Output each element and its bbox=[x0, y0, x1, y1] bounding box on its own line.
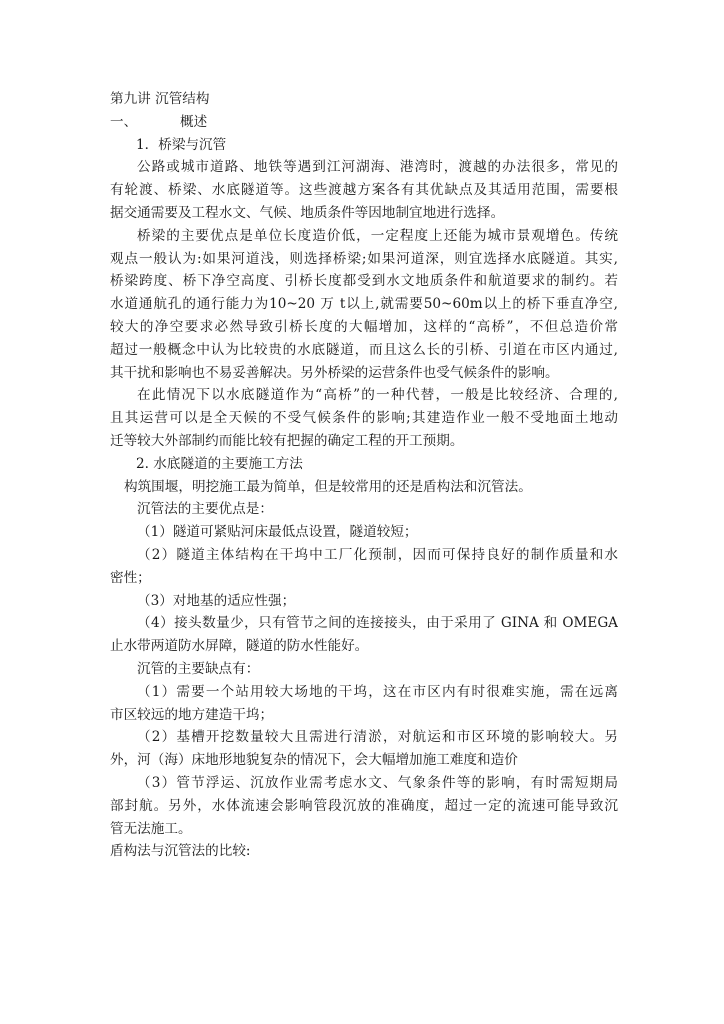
section-label: 概述 bbox=[180, 113, 208, 130]
advantage-item: （1）隧道可紧贴河床最低点设置，隧道较短； bbox=[137, 524, 418, 541]
advantages-title: 沉管法的主要优点是： bbox=[137, 501, 273, 518]
subheading-construction-methods: 2. 水底隧道的主要施工方法 bbox=[136, 455, 303, 472]
advantage-item: （3）对地基的适应性强； bbox=[137, 592, 296, 609]
paragraph-line: 公路或城市道路、地铁等遇到江河湖海、港湾时，渡越的办法很多，常见的 bbox=[137, 159, 618, 176]
advantage-item-cont: 止水带两道防水屏障，隧道的防水性能好。 bbox=[110, 638, 369, 655]
paragraph-line: 其干扰和影响也不易妥善解决。另外桥梁的运营条件也受气候条件的影响。 bbox=[110, 364, 559, 381]
disadvantage-item: （2）基槽开挖数量较大且需进行清淤，对航运和市区环境的影响较大。另 bbox=[137, 729, 618, 746]
disadvantage-item-cont: 部封航。另外，水体流速会影响管段沉放的准确度，超过一定的流速可能导致沉 bbox=[110, 797, 618, 814]
advantage-item: （4）接头数量少，只有管节之间的连接接头，由于采用了 GINA 和 OMEGA bbox=[137, 615, 618, 632]
disadvantage-item-cont: 外，河（海）床地形地貌复杂的情况下，会大幅增加施工难度和造价 bbox=[110, 752, 518, 769]
paragraph-line: 迁等较大外部制约而能比较有把握的确定工程的开工预期。 bbox=[110, 432, 464, 449]
disadvantage-item: （3）管节浮运、沉放作业需考虑水文、气象条件等的影响，有时需短期局 bbox=[137, 774, 618, 791]
paragraph-line: 据交通需要及工程水文、气候、地质条件等因地制宜地进行选择。 bbox=[110, 204, 505, 221]
paragraph-line: 桥梁跨度、桥下净空高度、引桥长度都受到水文地质条件和航道要求的制约。若 bbox=[110, 273, 618, 290]
paragraph-line: 构筑围堰，明挖施工最为简单，但是较常用的还是盾构法和沉管法。 bbox=[124, 478, 532, 495]
disadvantage-item-cont: 管无法施工。 bbox=[110, 820, 192, 837]
advantage-item-cont: 密性； bbox=[110, 569, 151, 586]
document-page bbox=[110, 88, 618, 863]
paragraph-line: 在此情况下以水底隧道作为“高桥”的一种代替，一般是比较经济、合理的, bbox=[137, 387, 618, 404]
paragraph-line: 且其运营可以是全天候的不受气候条件的影响;其建造作业一般不受地面土地动 bbox=[110, 410, 618, 427]
advantage-item: （2）隧道主体结构在干坞中工厂化预制，因而可保持良好的制作质量和水 bbox=[137, 546, 618, 563]
paragraph-line: 桥梁的主要优点是单位长度造价低，一定程度上还能为城市景观增色。传统 bbox=[137, 227, 618, 244]
disadvantages-title: 沉管的主要缺点有： bbox=[137, 660, 260, 677]
subheading-bridge-and-immersed-tube: 1．桥梁与沉管 bbox=[136, 136, 227, 153]
comparison-heading: 盾构法与沉管法的比较: bbox=[110, 843, 251, 860]
section-heading-overview bbox=[110, 111, 618, 134]
paragraph-line: 观点一般认为:如果河道浅，则选择桥梁;如果河道深，则宜选择水底隧道。其实, bbox=[110, 250, 618, 267]
paragraph-line: 超过一般概念中认为比较贵的水底隧道，而且这么长的引桥、引道在市区内通过, bbox=[110, 341, 618, 358]
disadvantage-item-cont: 市区较远的地方建造干坞； bbox=[110, 706, 274, 723]
paragraph-line: 较大的净空要求必然导致引桥长度的大幅增加，这样的“高桥”，不但总造价常 bbox=[110, 318, 618, 335]
disadvantage-item: （1）需要一个站用较大场地的干坞，这在市区内有时很难实施，需在远离 bbox=[137, 683, 618, 700]
section-number: 一、 bbox=[110, 113, 138, 130]
lecture-title: 第九讲 沉管结构 bbox=[110, 91, 210, 107]
paragraph-line: 水道通航孔的通行能力为10~20 万 t以上,就需要50~60m以上的桥下垂直净空, bbox=[110, 296, 618, 313]
paragraph-line: 有轮渡、桥梁、水底隧道等。这些渡越方案各有其优缺点及其适用范围，需要根 bbox=[110, 182, 618, 199]
